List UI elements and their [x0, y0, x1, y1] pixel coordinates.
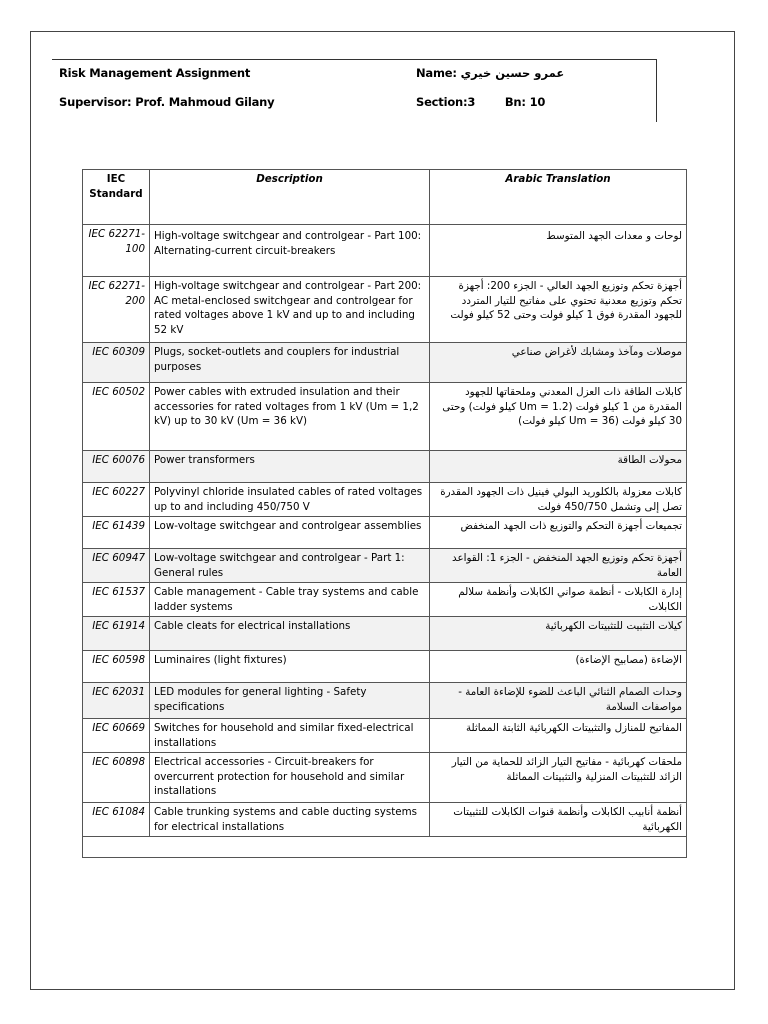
table-row: [83, 517, 687, 549]
arabic-translation-cell: أجهزة تحكم وتوزيع الجهد العالي - الجزء 200: أجهزة تحكم وتوزيع معدنية تحتوي على مفاتيح للتيار المتردد للجهود المقدرة فوق 1 كيلو فولت وحتى 52 كيلو فولت: [430, 277, 687, 343]
section-info: [416, 95, 545, 109]
column-header-arabic: Arabic Translation: [430, 170, 687, 225]
description-cell: High-voltage switchgear and controlgear - Part 200: AC metal-enclosed switchgear and controlgear for rated voltages above 1 kV and up to and including 52 kV: [150, 277, 430, 343]
description-cell: Plugs, socket-outlets and couplers for industrial purposes: [150, 343, 430, 383]
standard-cell: IEC 60947: [83, 549, 150, 583]
standard-cell: IEC 60227: [83, 483, 150, 517]
arabic-translation-cell: لوحات و معدات الجهد المتوسط: [430, 225, 687, 277]
standard-cell: IEC 62271-100: [83, 225, 150, 277]
arabic-translation-cell: إدارة الكابلات - أنظمة صواني الكابلات وأنظمة سلالم الكابلات: [430, 583, 687, 617]
iec-standards-table: [82, 169, 687, 858]
description-cell: Polyvinyl chloride insulated cables of rated voltages up to and including 450/750 V: [150, 483, 430, 517]
standard-cell: IEC 60898: [83, 753, 150, 803]
description-cell: Cable trunking systems and cable ducting systems for electrical installations: [150, 803, 430, 837]
standard-cell: IEC 61084: [83, 803, 150, 837]
table-row: [83, 753, 687, 803]
table-row: [83, 383, 687, 451]
description-cell: High-voltage switchgear and controlgear - Part 100: Alternating-current circuit-breakers: [150, 225, 430, 277]
table-row: [83, 451, 687, 483]
name-value: عمرو حسين خيري: [460, 66, 565, 80]
description-cell: Low-voltage switchgear and controlgear - Part 1: General rules: [150, 549, 430, 583]
description-cell: Low-voltage switchgear and controlgear assemblies: [150, 517, 430, 549]
standard-cell: IEC 62031: [83, 683, 150, 719]
arabic-translation-cell: تجميعات أجهزة التحكم والتوزيع ذات الجهد المنخفض: [430, 517, 687, 549]
table-row: [83, 583, 687, 617]
table-row: [83, 617, 687, 651]
student-name: [416, 66, 564, 80]
arabic-translation-cell: أنظمة أنابيب الكابلات وأنظمة قنوات الكابلات للتثبيتات الكهربائية: [430, 803, 687, 837]
table-header-row: [83, 170, 687, 225]
name-label: Name:: [416, 66, 457, 80]
arabic-translation-cell: كيلات التثبيت للتثبيتات الكهربائية: [430, 617, 687, 651]
table-row: [83, 803, 687, 837]
bench-number: Bn: 10: [504, 95, 546, 109]
arabic-translation-cell: ملحقات كهربائية - مفاتيح التيار الزائد للحماية من التيار الزائد للتثبيتات المنزلية والتثبيتات المماثلة: [430, 753, 687, 803]
table-row: [83, 225, 687, 277]
standard-cell: IEC 60669: [83, 719, 150, 753]
table-row: [83, 483, 687, 517]
standard-cell: IEC 60076: [83, 451, 150, 483]
arabic-translation-cell: وحدات الصمام الثنائي الباعث للضوء للإضاءة العامة - مواصفات السلامة: [430, 683, 687, 719]
arabic-translation-cell: كابلات الطاقة ذات العزل المعدني وملحقاتها للجهود المقدرة من 1 كيلو فولت (Um = 1.2 كيلو فولت) وحتى 30 كيلو فولت (Um = 36 كيلو فولت): [430, 383, 687, 451]
description-cell: Switches for household and similar fixed-electrical installations: [150, 719, 430, 753]
standard-cell: IEC 61439: [83, 517, 150, 549]
arabic-translation-cell: المفاتيح للمنازل والتثبيتات الكهربائية الثابتة المماثلة: [430, 719, 687, 753]
description-cell: Cable cleats for electrical installations: [150, 617, 430, 651]
table-row: [83, 719, 687, 753]
description-cell: LED modules for general lighting - Safety specifications: [150, 683, 430, 719]
arabic-translation-cell: موصلات ومآخذ ومشابك لأغراض صناعي: [430, 343, 687, 383]
description-cell: Power cables with extruded insulation and their accessories for rated voltages from 1 kV (Um = 1,2 kV) up to 30 kV (Um = 36 kV): [150, 383, 430, 451]
description-cell: Cable management - Cable tray systems and cable ladder systems: [150, 583, 430, 617]
assignment-header: [52, 59, 657, 122]
standard-cell: IEC 61537: [83, 583, 150, 617]
table-row: [83, 277, 687, 343]
supervisor: Supervisor: Prof. Mahmoud Gilany: [59, 95, 275, 109]
section: Section:3: [416, 95, 476, 109]
column-header-description: Description: [150, 170, 430, 225]
description-cell: Luminaires (light fixtures): [150, 651, 430, 683]
description-cell: Power transformers: [150, 451, 430, 483]
standard-cell: IEC 61914: [83, 617, 150, 651]
standard-cell: IEC 60309: [83, 343, 150, 383]
table-row: [83, 683, 687, 719]
table-row: [83, 343, 687, 383]
assignment-title: Risk Management Assignment: [59, 66, 251, 80]
standard-cell: IEC 60502: [83, 383, 150, 451]
empty-footer-cell: [83, 837, 687, 858]
table-row: [83, 651, 687, 683]
table-body: [83, 225, 687, 858]
table-footer-row: [83, 837, 687, 858]
table-row: [83, 549, 687, 583]
arabic-translation-cell: محولات الطاقة: [430, 451, 687, 483]
arabic-translation-cell: أجهزة تحكم وتوزيع الجهد المنخفض - الجزء 1: القواعد العامة: [430, 549, 687, 583]
arabic-translation-cell: كابلات معزولة بالكلوريد البولي فينيل ذات الجهود المقدرة تصل إلى وتشمل 450/750 فولت: [430, 483, 687, 517]
standard-cell: IEC 62271-200: [83, 277, 150, 343]
standard-cell: IEC 60598: [83, 651, 150, 683]
arabic-translation-cell: الإضاءة (مصابيح الإضاءة): [430, 651, 687, 683]
column-header-standard: IEC Standard: [83, 170, 150, 225]
description-cell: Electrical accessories - Circuit-breakers for overcurrent protection for household and similar installations: [150, 753, 430, 803]
